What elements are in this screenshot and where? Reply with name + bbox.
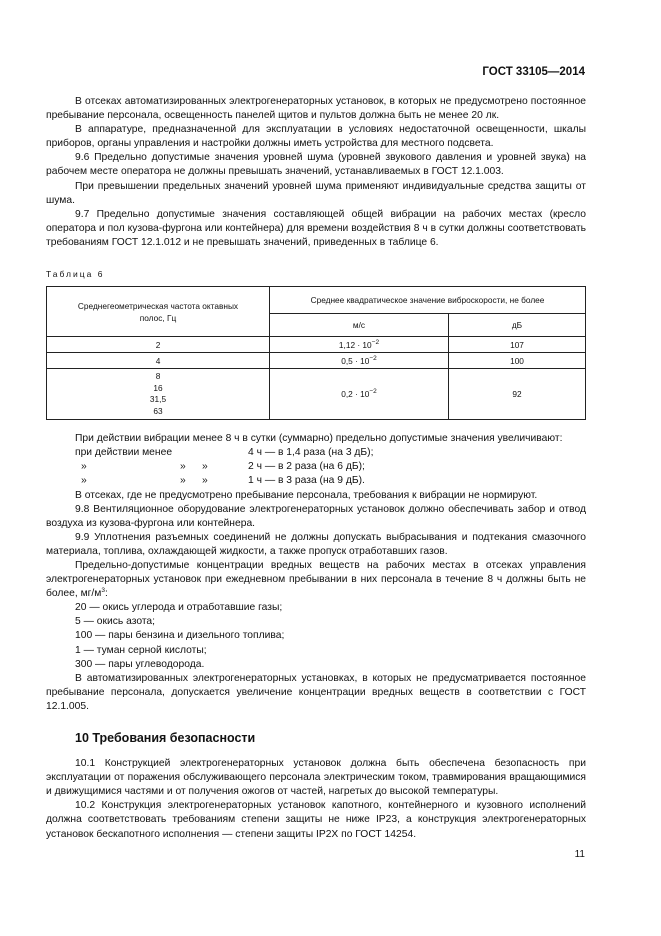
paragraph: В отсеках автоматизированных электрогенераторных установок, в которых не предусмотрено постоянное пребывание персонала, освещенность панелей щитов и пультов должна быть не менее 20 лк. [46, 96, 586, 122]
list-item: 1 — туман серной кислоты; [75, 644, 207, 656]
list-item: 5 — окись азота; [75, 616, 156, 628]
table-6 [46, 286, 586, 420]
paragraph-concentrations: Предельно-допустимые концентрации вредных веществ на рабочих местах в отсеках управления электрогенераторных установок при ежедневном пребывании в них персонала в течение 8 ч должны быть не более, $мг/м^3$: [46, 559, 586, 600]
list-item: 20 — окись углерода и отработавшие газы; [75, 602, 283, 614]
paragraph: В отсеках, где не предусмотрено пребывание персонала, требования к вибрации не нормируют. [75, 489, 538, 501]
vibration-row: » » » 1 ч — в 3 раза (на 9 дБ). [81, 475, 365, 487]
vibration-row: » » » 2 ч — в 2 раза (на 6 дБ); [81, 461, 365, 473]
paragraph-9-7: 9.7 Предельно допустимые значения составляющей общей вибрации на рабочих местах (кресло оператора и пол кузова-фургона или контейнера) для времени воздействия 8 ч в сутки должны соответствовать требованиям ГОСТ 12.1.012 и не превышать значений, приведенных в таблице 6. [46, 208, 586, 248]
document-body [46, 95, 586, 842]
page-number: 11 [574, 849, 585, 860]
standard-header: ГОСТ 33105—2014 [482, 66, 585, 78]
table-header-frequency: Среднегеометрическая частота октавных полос, Гц [47, 287, 270, 337]
ms-cell: $0,5 \cdot 10^{-2}$ [270, 353, 449, 369]
table-subheader-ms: м/с [270, 314, 449, 337]
list-item: 300 — пары углеводорода. [75, 658, 205, 670]
freq-cell: 8 16 31,5 63 [47, 369, 270, 420]
list-item: 100 — пары бензина и дизельного топлива; [75, 630, 285, 642]
paragraph-9-8: 9.8 Вентиляционное оборудование электрогенераторных установок должно обеспечивать забор и отвод воздуха из кузова-фургона или контейнера. [46, 503, 586, 529]
paragraph: В аппаратуре, предназначенной для эксплуатации в условиях недостаточной освещенности, шкалы приборов, органы управления и настройки должны иметь устройства для местного подсвета. [46, 124, 586, 150]
paragraph: При действии вибрации менее 8 ч в сутки (суммарно) предельно допустимые значения увеличивают: [75, 433, 563, 445]
paragraph: В автоматизированных электрогенераторных установках, в которых не предусматривается постоянное пребывание персонала, допускается увеличение концентрации вредных веществ в соответствии с ГОСТ 12.1.005. [46, 672, 586, 712]
paragraph-9-6: 9.6 Предельно допустимые значения уровней шума (уровней звукового давления и уровней звука) на рабочем месте оператора не должны превышать значений, устанавливаемых в ГОСТ 12.1.003. [46, 152, 586, 178]
section-heading: 10 Требования безопасности [75, 731, 256, 745]
paragraph-10-1: 10.1 Конструкцией электрогенераторных установок должна быть обеспечена безопасность при эксплуатации от поражения обслуживающего персонала электрическим током, травмирования вращающимися и движущимися частями и от получения ожогов от частей, нагретых до высокой температуры. [46, 758, 586, 798]
table-caption: Таблица 6 [46, 269, 105, 280]
paragraph-9-9: 9.9 Уплотнения разъемных соединений не должны допускать выбрасывания и подтекания смазочного материала, топлива, охлаждающей жидкости, а также пропуск отработавших газов. [46, 531, 586, 557]
db-cell: 107 [449, 337, 586, 353]
vibration-row: при действии менее 4 ч — в 1,4 раза (на 3 дБ); [75, 447, 374, 459]
freq-cell: 4 [47, 353, 270, 369]
freq-cell: 2 [47, 337, 270, 353]
db-cell: 92 [449, 369, 586, 420]
ms-cell: $0,2 \cdot 10^{-2}$ [270, 369, 449, 420]
table-subheader-db: дБ [449, 314, 586, 337]
ms-cell: $1,12 \cdot 10^{-2}$ [270, 337, 449, 353]
table-row [47, 369, 586, 420]
table-row [47, 353, 586, 369]
paragraph-10-2: 10.2 Конструкция электрогенераторных установок капотного, контейнерного и кузовного исполнений должна соответствовать требованиям степени защиты не ниже IP23, а конструкция электрогенераторных установок бескапотного исполнения — степени защиты IP2X по ГОСТ 14254. [46, 800, 586, 840]
table-row [47, 337, 586, 353]
table-header-velocity: Среднее квадратическое значение виброскорости, не более [270, 287, 586, 314]
db-cell: 100 [449, 353, 586, 369]
paragraph: При превышении предельных значений уровней шума применяют индивидуальные средства защиты от шума. [46, 180, 586, 206]
